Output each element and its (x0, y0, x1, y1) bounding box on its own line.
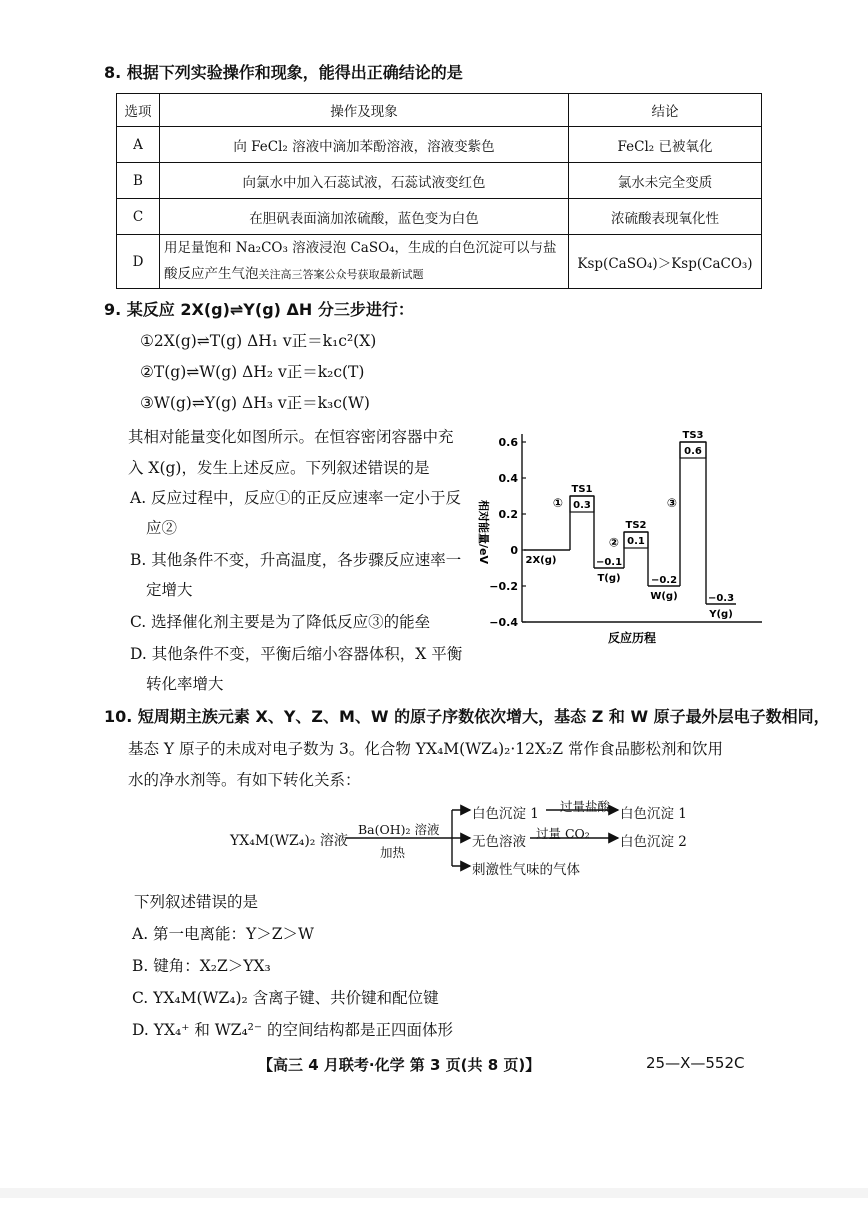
chart-marks (524, 430, 736, 620)
species-label: Y(g) (709, 609, 733, 620)
scheme-p1-result: 白色沉淀 1 (620, 806, 687, 822)
page-bottom-band (0, 1188, 868, 1198)
species-label: W(g) (650, 591, 678, 602)
y-tick-label: −0.2 (489, 580, 518, 593)
q9-option-b-cont: 定增大 (146, 581, 193, 599)
scheme-reagent-bottom: 加热 (380, 845, 406, 860)
scheme-p1-reagent: 过量盐酸 (560, 799, 611, 814)
species-label: 2X(g) (525, 555, 557, 566)
ts-name-label: TS2 (625, 520, 647, 531)
level-value-label: −0.3 (707, 593, 735, 604)
y-tick-label: 0.2 (498, 508, 518, 521)
footer-title: 【高三 4 月联考·化学 第 3 页(共 8 页)】 (258, 1056, 541, 1074)
row-operation: 向 FeCl₂ 溶液中滴加苯酚溶液，溶液变紫色 (160, 127, 569, 163)
scheme-reagent-top: Ba(OH)₂ 溶液 (358, 822, 440, 837)
scheme-p2-result: 白色沉淀 2 (620, 834, 687, 850)
q8-table (116, 93, 762, 289)
x-axis-label: 反应历程 (607, 631, 657, 645)
ts-name-label: TS3 (682, 430, 704, 441)
q9-stem: 9. 某反应 2X(g)⇌Y(g) ΔH 分三步进行： (104, 300, 414, 319)
row-option: D (117, 235, 160, 289)
y-tick-label: 0.4 (498, 472, 518, 485)
y-tick-label: 0.6 (498, 436, 518, 449)
table-row (117, 127, 762, 163)
row-option: C (117, 199, 160, 235)
row-option: B (117, 163, 160, 199)
table-row (117, 199, 762, 235)
ts-value-label: 0.3 (573, 500, 591, 511)
row-conclusion: Ksp(CaSO₄)＞Ksp(CaCO₃) (569, 235, 762, 289)
table-row (117, 163, 762, 199)
ts-name-label: TS1 (571, 484, 593, 495)
q10-option-a: A. 第一电离能：Y＞Z＞W (132, 925, 314, 943)
q10-option-d: D. YX₄⁺ 和 WZ₄²⁻ 的空间结构都是正四面体形 (132, 1021, 453, 1039)
q9-step-1: ①2X(g)⇌T(g) ΔH₁ v正＝k₁c²(X) (140, 332, 377, 350)
header-option: 选项 (117, 94, 160, 127)
scheme-product-2: 无色溶液 (472, 834, 526, 850)
scheme-product-3: 刺激性气味的气体 (472, 862, 580, 878)
step-marker: ③ (666, 495, 678, 510)
row-operation: 向氯水中加入石蕊试液，石蕊试液变红色 (160, 163, 569, 199)
q10-stem-1: 10. 短周期主族元素 X、Y、Z、M、W 的原子序数依次增大，基态 Z 和 W 原子最外层电子数相同， (104, 707, 830, 726)
header-operation: 操作及现象 (160, 94, 569, 127)
q10-stem-2: 基态 Y 原子的未成对电子数为 3。化合物 YX₄M(WZ₄)₂·12X₂Z 常作食品膨松剂和饮用 (128, 740, 723, 758)
row-conclusion: 氯水未完全变质 (569, 163, 762, 199)
y-tick-label: −0.4 (489, 616, 518, 629)
y-tick-label: 0 (510, 544, 518, 557)
species-label: T(g) (597, 573, 621, 584)
row-operation: 在胆矾表面滴加浓硫酸，蓝色变为白色 (160, 199, 569, 235)
row-option: A (117, 127, 160, 163)
level-value-label: −0.1 (595, 557, 623, 568)
q9-option-a: A. 反应过程中，反应①的正反应速率一定小于反 (130, 489, 462, 507)
table-header-row (117, 94, 762, 127)
watermark-note: 关注高三答案公众号获取最新试题 (258, 268, 424, 281)
scheme-p2-reagent: 过量 CO₂ (536, 826, 590, 841)
q9-step-2: ②T(g)⇌W(g) ΔH₂ v正＝k₂c(T) (140, 363, 365, 381)
q8-stem: 8. 根据下列实验操作和现象，能得出正确结论的是 (104, 63, 463, 82)
header-conclusion: 结论 (569, 94, 762, 127)
scheme-product-1: 白色沉淀 1 (472, 806, 539, 822)
row-conclusion: FeCl₂ 已被氧化 (569, 127, 762, 163)
q9-option-d-cont: 转化率增大 (146, 675, 224, 693)
q9-option-b: B. 其他条件不变，升高温度，各步骤反应速率一 (130, 551, 462, 569)
y-axis-label: 相对能量/eV (477, 500, 490, 564)
table-row (117, 235, 762, 289)
footer-code: 25—X—552C (646, 1054, 745, 1072)
q9-option-c: C. 选择催化剂主要是为了降低反应③的能垒 (130, 613, 431, 631)
q10-option-c: C. YX₄M(WZ₄)₂ 含离子键、共价键和配位键 (132, 989, 439, 1007)
ts-value-label: 0.6 (684, 446, 702, 457)
scheme-arrows (340, 800, 640, 880)
q9-intro-2: 入 X(g)，发生上述反应。下列叙述错误的是 (128, 459, 430, 477)
q10-ask: 下列叙述错误的是 (134, 893, 259, 911)
energy-diagram (466, 420, 766, 650)
q9-option-d: D. 其他条件不变，平衡后缩小容器体积，X 平衡 (130, 645, 463, 663)
row-conclusion: 浓硫酸表现氧化性 (569, 199, 762, 235)
q9-option-a-cont: 应② (146, 519, 178, 537)
step-marker: ① (552, 495, 564, 510)
row-operation-text: 用足量饱和 Na₂CO₃ 溶液浸泡 CaSO₄，生成的白色沉淀可以与盐酸反应产生气泡 (164, 240, 557, 282)
q10-option-b: B. 键角：X₂Z＞YX₃ (132, 957, 271, 975)
q9-intro-1: 其相对能量变化如图所示。在恒容密闭容器中充 (128, 428, 454, 446)
scheme-reactant: YX₄M(WZ₄)₂ 溶液 (230, 833, 348, 849)
step-marker: ② (608, 535, 620, 550)
level-value-label: −0.2 (650, 575, 678, 586)
q10-stem-3: 水的净水剂等。有如下转化关系： (128, 771, 361, 789)
q9-step-3: ③W(g)⇌Y(g) ΔH₃ v正＝k₃c(W) (140, 394, 370, 412)
row-operation (160, 235, 569, 289)
ts-value-label: 0.1 (627, 536, 645, 547)
